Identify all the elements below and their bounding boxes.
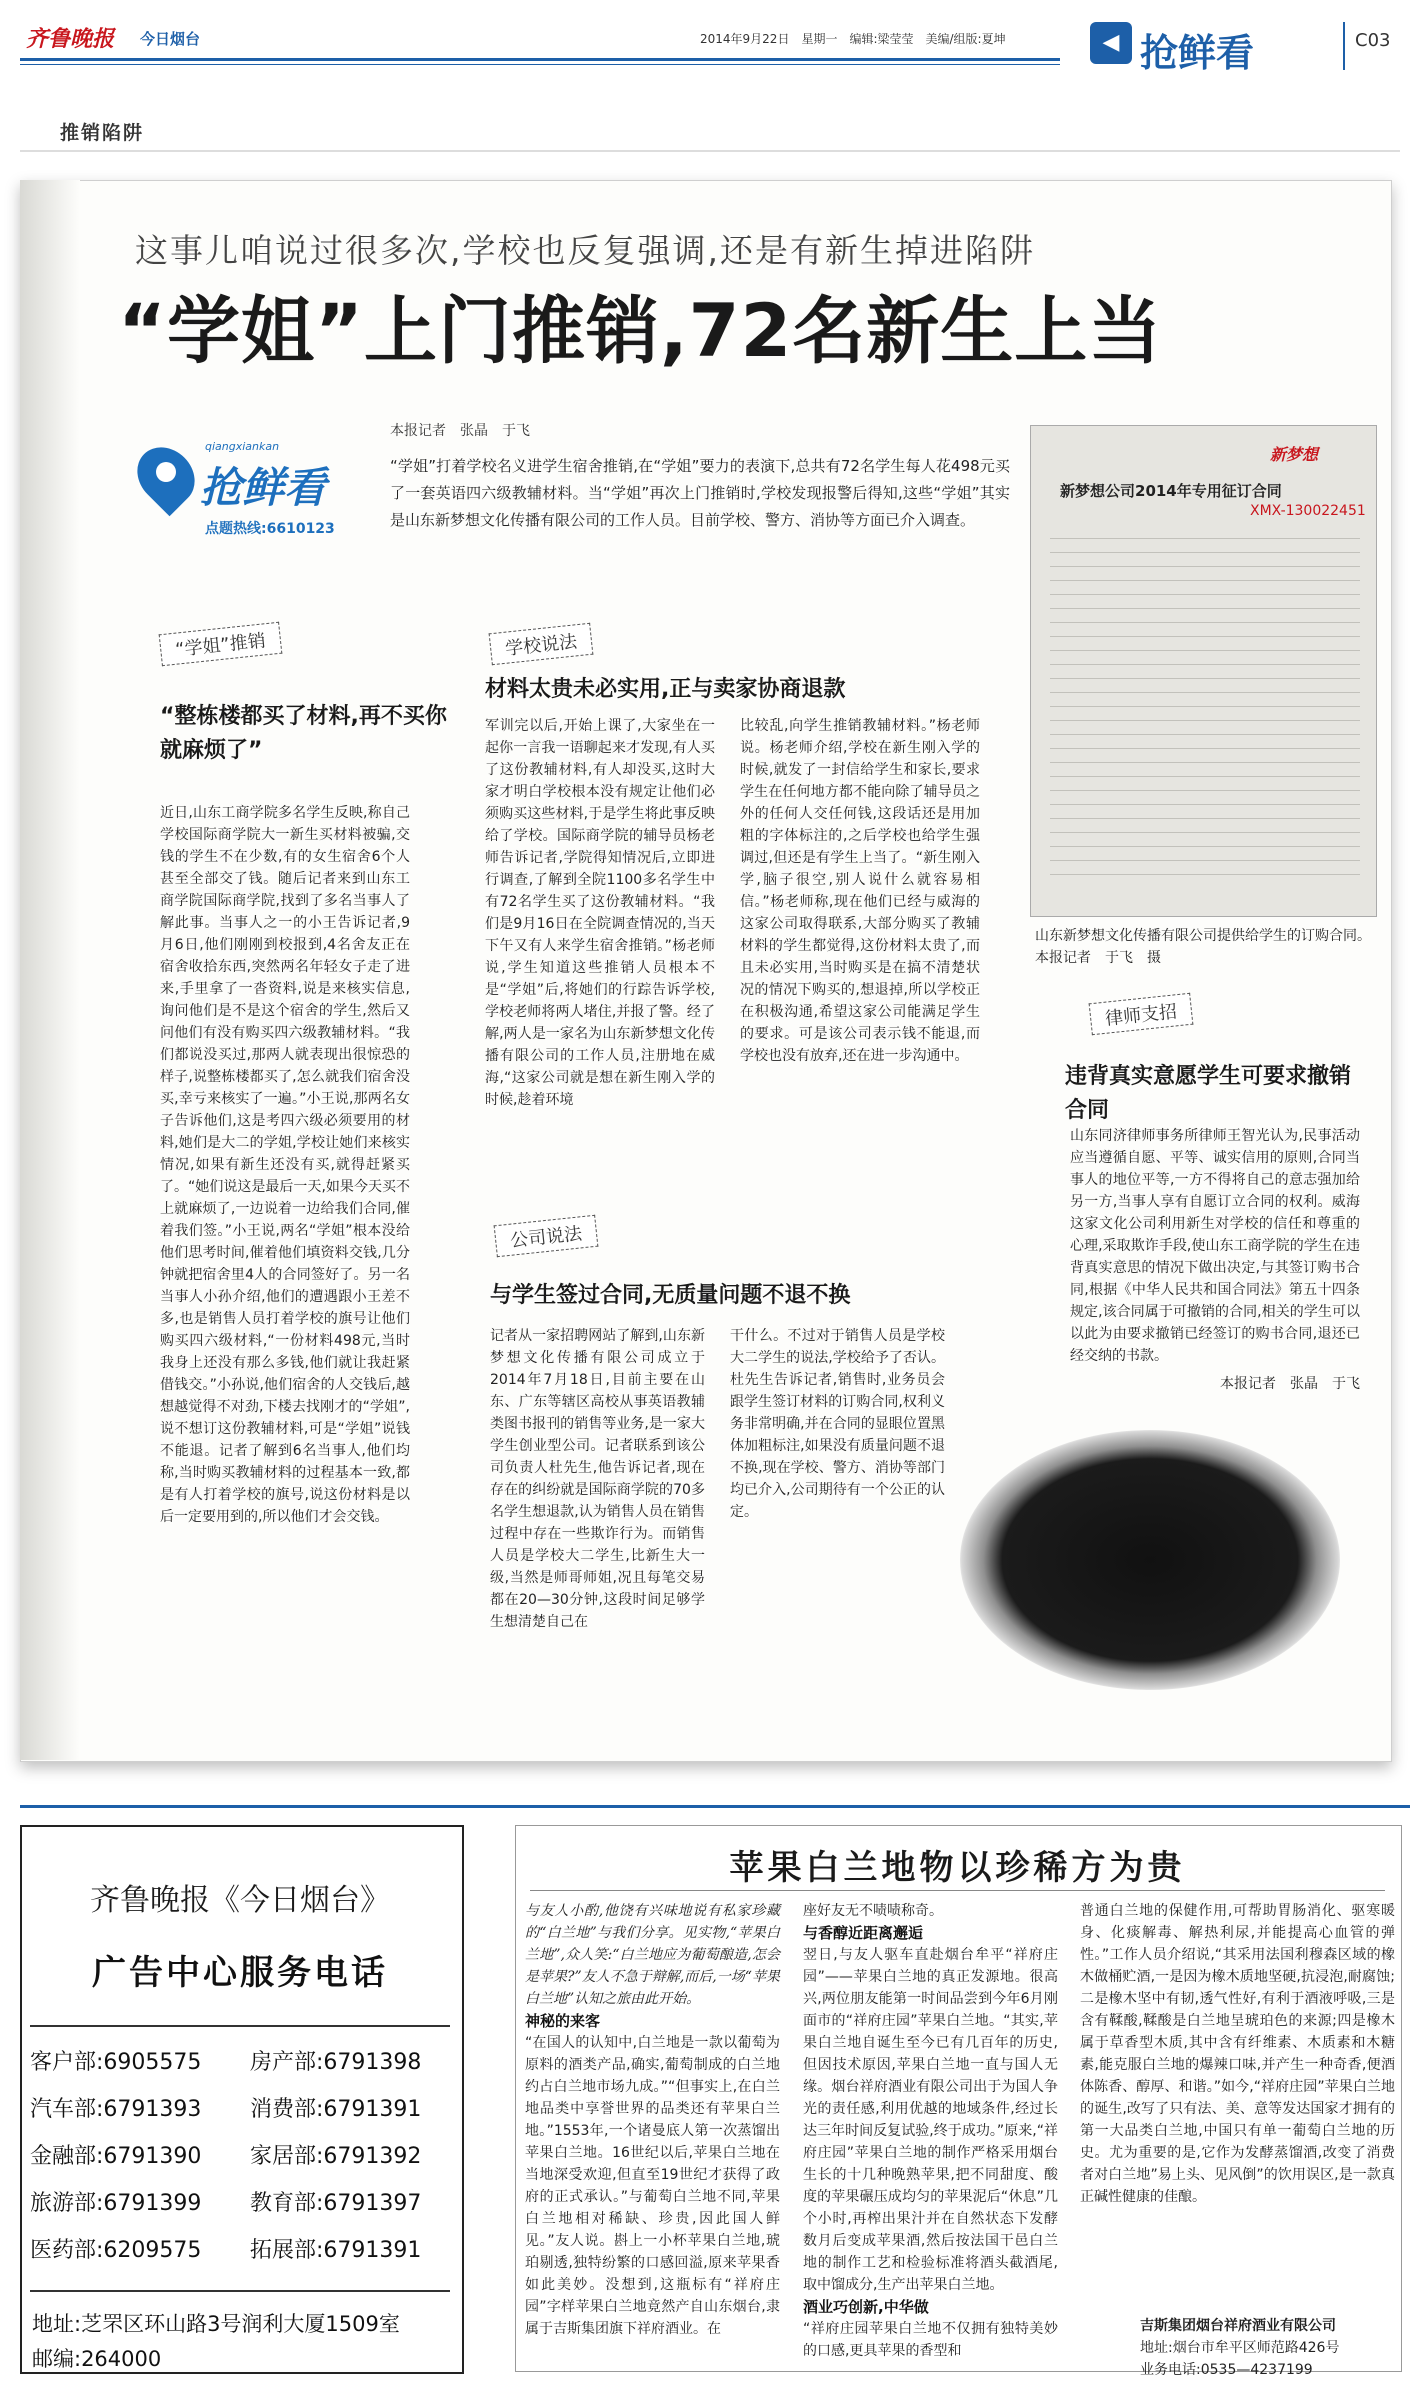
photo-form-lines	[1050, 525, 1360, 885]
badge-pinyin: qiangxiankan	[205, 440, 280, 453]
brandy-title: 苹果白兰地物以珍稀方为贵	[729, 1848, 1186, 1888]
ad-phone: 金融部:6791390	[30, 2144, 202, 2169]
column-label: 推销陷阱	[60, 122, 145, 144]
section-body: 干什么。不过对于销售人员是学校大二学生的说法,学校给予了否认。杜先生告诉记者,销售时,业务员会跟学生签订材料的订购合同,权利义务非常明确,并在合同的显眼位置黑体加粗标注,如果没有质量问题不退不换,现在学校、警方、消协等部门均已介入,公司期待有一个公正的认定。	[730, 1328, 945, 1520]
paper-fold-shadow	[20, 180, 80, 1760]
story-title: “学姐”上门推销,72名新生上当	[118, 289, 1163, 374]
brandy-column	[1080, 1900, 1395, 2208]
brandy-rule	[530, 1890, 1385, 1891]
ad-phone: 家居部:6791392	[250, 2144, 422, 2169]
masthead-logo: 齐鲁晚报	[26, 26, 115, 52]
ad-phone: 旅游部:6791399	[30, 2191, 202, 2216]
photo-heading: 新梦想公司2014年专用征订合同	[1060, 482, 1282, 500]
section-tag: 学校说法	[489, 623, 594, 665]
lawyer-body: 山东同济律师事务所律师王智光认为,民事活动应当遵循自愿、平等、诚实信用的原则,合同当事人的地位平等,一方不得将自己的意志强加给另一方,当事人享有自愿订立合同的权利。威海这家文化公司利用新生对学校的信任和尊重的心理,采取欺诈手段,使山东工商学院的学生在违背真实意思的情况下做出决定,与其签订购书合同,根据《中华人民共和国合同法》第五十四条规定,该合同属于可撤销的合同,相关的学生可以以此为由要求撤销已经签订的购书合同,退还已经交纳的书款。	[1070, 1128, 1360, 1364]
story-lead: “学姐”打着学校名义进学生宿舍推销,在“学姐”要力的表演下,总共有72名学生每人花498元买了一套英语四六级教辅材料。当“学姐”再次上门推销时,学校发现报警后得知,这些“学姐”其实是山东新梦想文化传播有限公司的工作人员。目前学校、警方、消协等方面已介入调查。	[390, 457, 1010, 529]
masthead-rule	[20, 58, 1060, 61]
section-tag: 公司说法	[494, 1215, 599, 1257]
brandy-footer	[1140, 2315, 1390, 2381]
ad-phone: 客户部:6905575	[30, 2050, 202, 2075]
ad-address: 地址:芝罘区环山路3号润利大厦1509室	[32, 2312, 400, 2336]
lawyer-byline: 本报记者 张晶 于飞	[1220, 1376, 1360, 1392]
brandy-address: 地址:烟台市牟平区师范路426号	[1140, 2340, 1340, 2356]
section-heading: 与学生签过合同,无质量问题不退不换	[490, 1283, 851, 1308]
masthead-edition: 今日烟台	[140, 30, 201, 48]
ad-rule	[30, 2290, 450, 2292]
brand-icon: ◀	[1090, 22, 1132, 64]
brandy-phone: 业务电话:0535—4237199	[1140, 2362, 1313, 2378]
section-body: 近日,山东工商学院多名学生反映,称自己学校国际商学院大一新生买材料被骗,交钱的学生不在少数,有的女生宿舍6个人甚至全部交了钱。随后记者来到山东工商学院国际商学院,找到了多名当事人了解此事。当事人之一的小王告诉记者,9月6日,他们刚刚到校报到,4名舍友正在宿舍收拾东西,突然两名年轻女子走了进来,手里拿了一沓资料,说是来核实信息,询问他们是不是这个宿舍的学生,然后又问他们有没有购买四六级教辅材料。“我们都说没买过,那两人就表现出很惊恐的样子,说整栋楼都买了,怎么就我们宿舍没买,幸亏来核实了一遍。”小王说,那两名女子告诉他们,这是考四六级必须要用的材料,她们是大二的学姐,学校让她们来核实情况,如果有新生还没有买,就得赶紧买了。“她们说这是最后一天,如果今天买不上就麻烦了,一边说着一边给我们合同,催着我们签。”小王说,两名“学姐”根本没给他们思考时间,催着他们填资料交钱,几分钟就把宿舍里4人的合同签好了。另一名当事人小孙介绍,他们的遭遇跟小王差不多,也是销售人员打着学校的旗号让他们购买四六级材料,“一份材料498元,当时我身上还没有那么多钱,他们就让我赶紧借钱交。”小孙说,他们宿舍的人交钱后,越想越觉得不对劲,下楼去找刚才的“学姐”,说不想订这份教辅材料,可是“学姐”说钱不能退。记者了解到6名当事人,他们均称,当时购买教辅材料的过程基本一致,都是有人打着学校的旗号,说这份材料是以后一定要用到的,所以他们才会交钱。	[160, 805, 410, 1525]
section-tag: 律师支招	[1089, 993, 1194, 1035]
brandy-paragraph: 翌日,与友人驱车直赴烟台牟平“祥府庄园”——苹果白兰地的真正发源地。很高兴,两位朋友能第一时间品尝到今年6月刚面市的“祥府庄园”苹果白兰地。“其实,苹果白兰地自诞生至今已有几百年的历史,但因技术原因,苹果白兰地一直与国人无缘。烟台祥府酒业有限公司出于为国人争光的责任感,利用优越的地域条件,经过长达三年时间反复试验,终于成功。”原来,“祥府庄园”苹果白兰地的制作严格采用烟台生长的十几种晚熟苹果,把不同甜度、酸度的苹果碾压成均匀的苹果泥后“休息”几个小时,再榨出果汁并在自然状态下发酵数月后变成苹果酒,然后按法国干邑白兰地的制作工艺和检验标准将酒头截酒尾,取中馏成分,生产出苹果白兰地。	[803, 1947, 1058, 2293]
brandy-paragraph: “在国人的认知中,白兰地是一款以葡萄为原料的酒类产品,确实,葡萄制成的白兰地约占白兰地市场九成。”“但事实上,在白兰地品类中享誉世界的品类还有苹果白兰地。”1553年,一个诸曼底人第一次蒸馏出苹果白兰地。16世纪以后,苹果白兰地在当地深受欢迎,但直至19世纪才获得了政府的正式承认。”与葡萄白兰地不同,苹果白兰地相对稀缺、珍贵,因此国人鲜见。”友人说。斟上一小杯苹果白兰地,琥珀剔透,独特纷繁的口感回溢,原来苹果香如此美妙。没想到,这瓶标有“祥府庄园”字样苹果白兰地竟然产自山东烟台,隶属于吉斯集团旗下祥府酒业。在	[525, 2035, 780, 2337]
story-subtitle: 这事儿咱说过很多次,学校也反复强调,还是有新生掉进陷阱	[135, 231, 1035, 270]
ad-phone: 教育部:6791397	[250, 2191, 422, 2216]
brandy-subheading: 与香醇近距离邂逅	[803, 1924, 924, 1942]
story-reporter: 本报记者 张晶 于飞	[390, 423, 530, 439]
ad-title: 齐鲁晚报《今日烟台》	[90, 1883, 390, 1918]
brandy-paragraph: 普通白兰地的保健作用,可帮助胃肠消化、驱寒暖身、化痰解毒、解热利尿,并能提高心血管的弹性。”工作人员介绍说,“其采用法国利穆森区域的橡木做桶贮酒,一是因为橡木质地坚硬,抗浸泡,耐腐蚀;二是橡木坚中有韧,透气性好,有利于酒液呼吸,三是含有鞣酸,鞣酸是白兰地呈琥珀色的来源;四是橡木属于草香型木质,其中含有纤维素、木质素和木糖素,能克服白兰地的爆辣口味,并产生一种奇香,便酒体陈香、醇厚、和谐。”如今,“祥府庄园”苹果白兰地的诞生,改写了只有法、美、意等发达国家才拥有的第一大品类白兰地,中国只有单一葡萄白兰地的历史。尤为重要的是,它作为发酵蒸馏酒,改变了消费者对白兰地”易上头、见风倒”的饮用误区,是一款真正碱性健康的佳酿。	[1080, 1903, 1395, 2205]
ad-subtitle: 广告中心服务电话	[92, 1953, 388, 1993]
badge-title: 抢鲜看	[200, 463, 327, 512]
ad-phone: 汽车部:6791393	[30, 2097, 202, 2122]
brandy-paragraph: 座好友无不啧啧称奇。	[803, 1903, 943, 1919]
section-body: 记者从一家招聘网站了解到,山东新梦想文化传播有限公司成立于2014年7月18日,目前主要在山东、广东等辖区高校从事英语教辅类图书报刊的销售等业务,是一家大学生创业型公司。记者联系到该公司负责人杜先生,他告诉记者,现在存在的纠纷就是国际商学院的70多名学生想退款,认为销售人员在销售过程中存在一些欺诈行为。而销售人员是学校大二学生,比新生大一级,当然是师哥师姐,况且每笔交易都在20—30分钟,这段时间足够学生想清楚自己在	[490, 1328, 705, 1630]
pit-illustration	[960, 1430, 1340, 1690]
pin-eye-icon	[156, 462, 176, 482]
section-body: 比较乱,向学生推销教辅材料。”杨老师说。杨老师介绍,学校在新生刚入学的时候,就发了一封信给学生和家长,要求学生在任何地方都不能向除了辅导员之外的任何人交任何钱,这段话还是用加粗的字体标注的,之后学校也给学生强调过,但还是有学生上当了。“新生刚入学,脑子很空,别人说什么就容易相信。”杨老师称,现在他们已经与威海的这家公司取得联系,大部分购买了教辅材料的学生都觉得,这份材料太贵了,而且未必实用,当时购买是在搞不清楚状况的情况下购买的,想退掉,所以学校正在积极沟通,希望这家公司能满足学生的要求。可是该公司表示钱不能退,而学校也没有放弃,还在进一步沟通中。	[740, 718, 980, 1064]
brandy-column	[803, 1900, 1058, 2362]
photo-caption: 山东新梦想文化传播有限公司提供给学生的订购合同。 本报记者 于飞 摄	[1035, 928, 1378, 966]
brandy-company: 吉斯集团烟台祥府酒业有限公司	[1140, 2318, 1336, 2334]
brandy-column	[525, 1900, 780, 2340]
brandy-subheading: 酒业巧创新,中华做	[803, 2298, 929, 2316]
masthead-info: 2014年9月22日 星期一 编辑:梁莹莹 美编/组版:夏坤	[700, 32, 1006, 46]
brandy-subheading: 神秘的来客	[525, 2012, 601, 2030]
ad-zip: 邮编:264000	[32, 2347, 162, 2371]
ad-phone: 房产部:6791398	[250, 2050, 422, 2075]
photo-serial: XMX-130022451	[1250, 503, 1366, 519]
section-title: 抢鲜看	[1140, 31, 1255, 75]
section-heading: “整栋楼都买了材料,再不买你就麻烦了”	[160, 704, 447, 763]
badge-hotline: 点题热线:6610123	[205, 521, 335, 537]
brandy-paragraph: “祥府庄园苹果白兰地不仅拥有独特美妙的口感,更具苹果的香型和	[803, 2321, 1058, 2359]
page-divider	[1343, 22, 1345, 70]
ad-phone: 消费部:6791391	[250, 2097, 422, 2122]
ad-phone: 拓展部:6791391	[250, 2238, 422, 2263]
brandy-intro: 与友人小酌,他饶有兴味地说有私家珍藏的“白兰地”与我们分享。见实物,“苹果白兰地”,众人笑:“白兰地应为葡萄酿造,怎会是苹果?”友人不急于辩解,而后,一场“苹果白兰地”认知之旅由此开始。	[525, 1903, 780, 2007]
ad-rule	[30, 2025, 450, 2027]
page-number: C03	[1355, 30, 1391, 51]
section-body: 军训完以后,开始上课了,大家坐在一起你一言我一语聊起来才发现,有人买了这份教辅材料,有人却没买,这时大家才明白学校根本没有规定让他们必须购买这些材料,于是学生将此事反映给了学校。国际商学院的辅导员杨老师告诉记者,学院得知情况后,立即进行调查,了解到全院1100多名学生中有72名学生买了这份教辅材料。“我们是9月16日在全院调查情况的,当天下午又有人来学生宿舍推销。”杨老师说,学生知道这些推销人员根本不是“学姐”后,将她们的行踪告诉学校,学校老师将两人堵住,并报了警。经了解,两人是一家名为山东新梦想文化传播有限公司的工作人员,注册地在威海,“这家公司就是想在新生刚入学的时候,趁着环境	[485, 718, 715, 1108]
section-body	[1070, 1125, 1360, 1395]
column-rule	[20, 150, 1400, 152]
ad-phone: 医药部:6209575	[30, 2238, 202, 2263]
section-tag: “学姐”推销	[159, 622, 282, 666]
photo-logo: 新梦想	[1270, 445, 1319, 464]
bottom-rule	[20, 1805, 1410, 1808]
section-heading: 材料太贵未必实用,正与卖家协商退款	[485, 677, 846, 702]
section-heading: 违背真实意愿学生可要求撤销合同	[1065, 1064, 1352, 1123]
masthead-rule-thin	[20, 64, 1060, 65]
